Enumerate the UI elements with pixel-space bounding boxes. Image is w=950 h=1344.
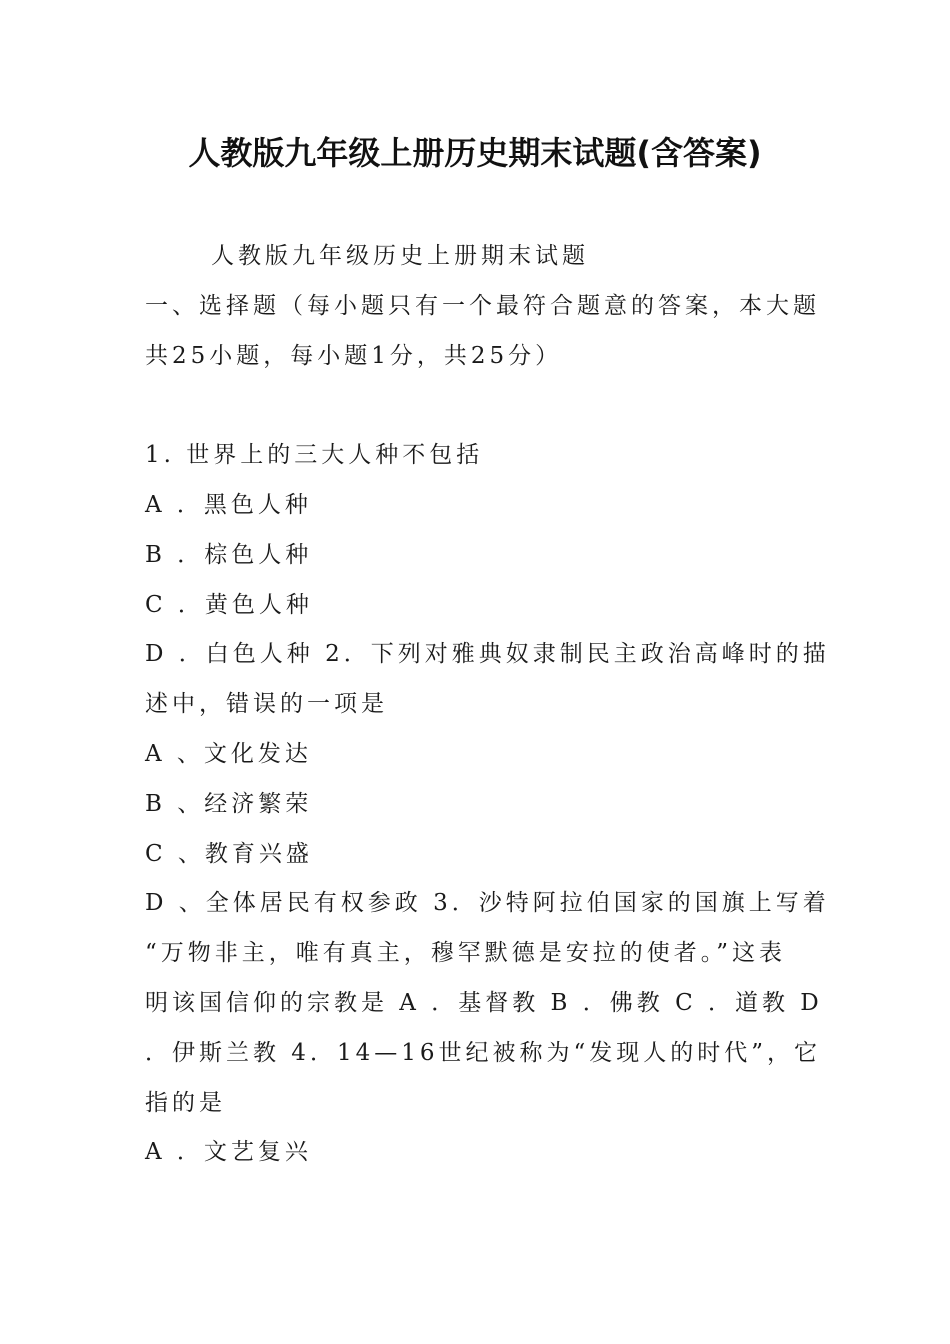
blank-line: [145, 381, 810, 431]
text-line: 1. 世界上的三大人种不包括: [145, 442, 484, 469]
text-line: D 、全体居民有权参政 3．沙特阿拉伯国家的国旗上写着: [145, 890, 830, 917]
text-line: ．伊斯兰教 4．14—16世纪被称为“发现人的时代”，它: [145, 1039, 821, 1066]
text-line: A ．文艺复兴: [145, 1139, 312, 1166]
text-line: B ．棕色人种: [145, 541, 313, 568]
text-line: A ．黑色人种: [145, 491, 312, 518]
text-line: D ．白色人种 2．下列对雅典奴隶制民主政治高峰时的描: [145, 641, 830, 668]
document-title: 人教版九年级上册历史期末试题(含答案): [188, 134, 762, 172]
section-heading-line-2: 共25小题，每小题1分，共25分）: [145, 342, 563, 369]
text-line: C 、教育兴盛: [145, 840, 313, 867]
text-line: “万物非主，唯有真主，穆罕默德是安拉的使者。”这表: [145, 940, 787, 967]
text-line: B 、经济繁荣: [145, 790, 313, 817]
text-line: A 、文化发达: [145, 740, 312, 767]
text-line: C ．黄色人种: [145, 591, 313, 618]
exam-subtitle: 人教版九年级历史上册期末试题: [211, 243, 589, 269]
text-line: 明该国信仰的宗教是 A ．基督教 B ．佛教 C ．道教 D: [145, 989, 823, 1016]
text-line: 述中，错误的一项是: [145, 691, 388, 718]
document-body: [145, 232, 830, 1178]
section-heading-line-1: 一、选择题（每小题只有一个最符合题意的答案，本大题: [145, 292, 820, 319]
text-line: 指的是: [145, 1089, 226, 1116]
